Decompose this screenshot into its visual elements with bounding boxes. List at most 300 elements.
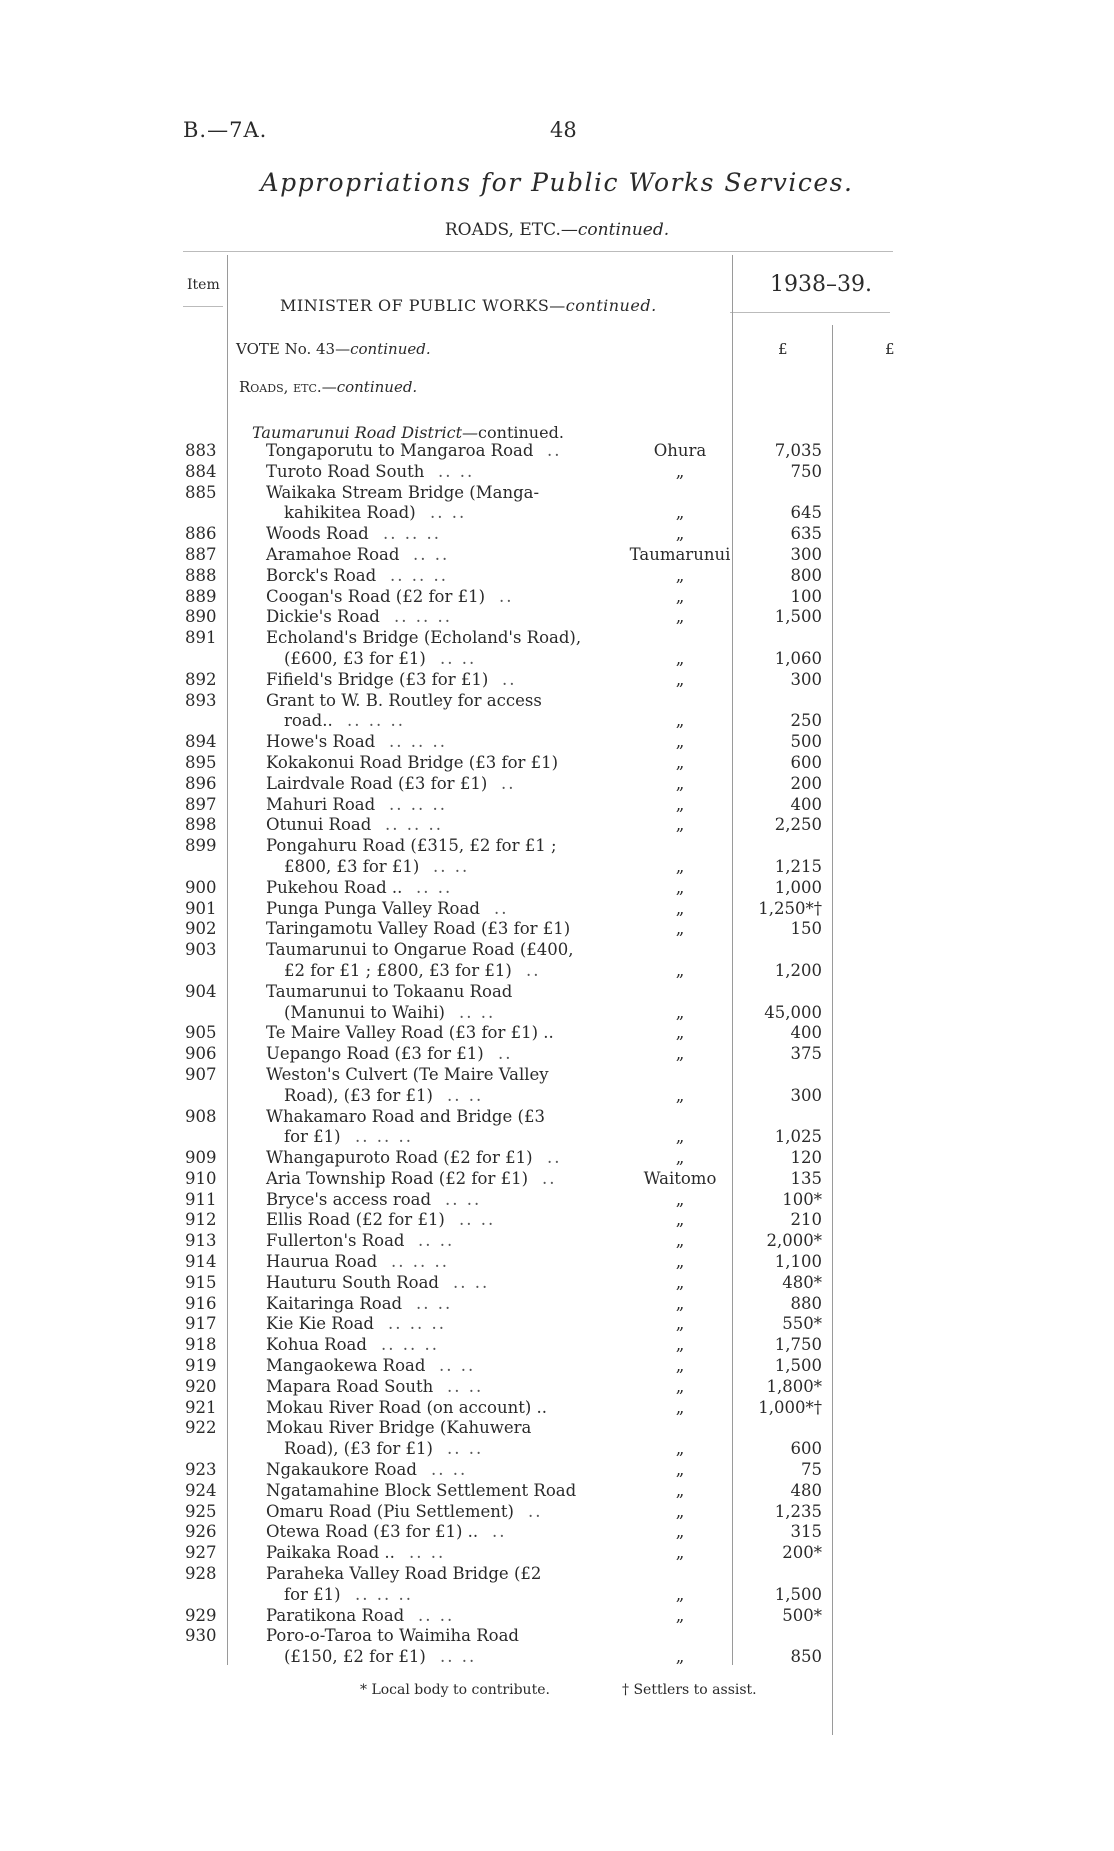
leader-dots: .. bbox=[528, 1501, 543, 1521]
table-row bbox=[0, 1647, 1114, 1668]
table-row bbox=[0, 1522, 1114, 1543]
item-description: for £1) bbox=[284, 1584, 341, 1604]
table-row bbox=[0, 545, 1114, 566]
district-name: „ bbox=[675, 1023, 685, 1043]
district-name: „ bbox=[675, 607, 685, 627]
amount: 635 bbox=[790, 524, 822, 544]
leader-dots: .. .. .. bbox=[347, 711, 405, 731]
leader-dots: .. .. bbox=[409, 1543, 446, 1563]
district-name: „ bbox=[675, 1647, 685, 1667]
amount: 100* bbox=[782, 1189, 822, 1209]
leader-dots: .. .. .. bbox=[381, 1335, 439, 1355]
amount: 500* bbox=[782, 1605, 822, 1625]
item-number: 885 bbox=[185, 482, 217, 502]
amount: 600 bbox=[790, 752, 822, 772]
district-name: „ bbox=[675, 732, 685, 752]
amount: 1,750 bbox=[774, 1335, 822, 1355]
item-number: 904 bbox=[185, 981, 217, 1001]
amount: 375 bbox=[790, 1044, 822, 1064]
item-number: 928 bbox=[185, 1564, 217, 1584]
item-description: Woods Road bbox=[266, 524, 369, 544]
item-number: 892 bbox=[185, 669, 217, 689]
amount: 2,250 bbox=[774, 815, 822, 835]
item-number: 897 bbox=[185, 794, 217, 814]
table-row bbox=[0, 732, 1114, 753]
table-row bbox=[0, 1481, 1114, 1502]
amount: 300 bbox=[790, 669, 822, 689]
amount: 1,250*† bbox=[758, 898, 822, 918]
item-number: 924 bbox=[185, 1480, 217, 1500]
item-description: Uepango Road (£3 for £1) bbox=[266, 1044, 484, 1064]
leader-dots: .. .. bbox=[453, 1272, 490, 1292]
district-heading bbox=[252, 423, 564, 442]
item-number: 903 bbox=[185, 940, 217, 960]
table-row bbox=[0, 670, 1114, 691]
amount: 7,035 bbox=[774, 441, 822, 460]
item-number: 891 bbox=[185, 628, 217, 648]
amount: 45,000 bbox=[764, 1002, 822, 1022]
district-name: „ bbox=[675, 1210, 685, 1230]
amount: 210 bbox=[790, 1210, 822, 1230]
table-row bbox=[0, 1003, 1114, 1024]
table-row bbox=[0, 899, 1114, 920]
year-column-header: 1938–39. bbox=[770, 272, 872, 297]
item-description: Weston's Culvert (Te Maire Valley bbox=[266, 1064, 549, 1084]
amount: 2,000* bbox=[766, 1231, 822, 1251]
item-description: Paikaka Road .. bbox=[266, 1543, 395, 1563]
table-row bbox=[0, 1148, 1114, 1169]
table-row bbox=[0, 524, 1114, 545]
amount: 1,060 bbox=[774, 648, 822, 668]
item-rule bbox=[183, 306, 223, 307]
district-name: „ bbox=[675, 1335, 685, 1355]
district-name: „ bbox=[675, 1376, 685, 1396]
item-description: Road), (£3 for £1) bbox=[284, 1439, 433, 1459]
item-number: 895 bbox=[185, 752, 217, 772]
table-row bbox=[0, 919, 1114, 940]
amount: 1,025 bbox=[774, 1127, 822, 1147]
table-row bbox=[0, 815, 1114, 836]
item-description: for £1) bbox=[284, 1127, 341, 1147]
item-number: 888 bbox=[185, 565, 217, 585]
item-description: Hauturu South Road bbox=[266, 1272, 439, 1292]
district-name: „ bbox=[675, 877, 685, 897]
amount: 500 bbox=[790, 732, 822, 752]
district-name: „ bbox=[675, 565, 685, 585]
item-number: 900 bbox=[185, 877, 217, 897]
amount: 150 bbox=[790, 919, 822, 939]
item-number: 909 bbox=[185, 1148, 217, 1168]
pound-sign-2: £ bbox=[885, 340, 895, 358]
vote-heading bbox=[236, 340, 431, 358]
item-number: 926 bbox=[185, 1522, 217, 1542]
district-name: „ bbox=[675, 648, 685, 668]
item-number: 911 bbox=[185, 1189, 217, 1209]
table-row bbox=[0, 607, 1114, 628]
leader-dots: .. bbox=[501, 773, 516, 793]
district-name: „ bbox=[675, 1272, 685, 1292]
item-description: Otewa Road (£3 for £1) .. bbox=[266, 1522, 479, 1542]
item-description: Ellis Road (£2 for £1) bbox=[266, 1210, 445, 1230]
minister-continued: continued. bbox=[565, 296, 657, 315]
table-row bbox=[0, 1044, 1114, 1065]
item-number: 896 bbox=[185, 773, 217, 793]
table-row bbox=[0, 982, 1114, 1003]
table-row bbox=[0, 462, 1114, 483]
amount: 300 bbox=[790, 1085, 822, 1105]
amount: 1,200 bbox=[774, 960, 822, 980]
item-number: 910 bbox=[185, 1168, 217, 1188]
leader-dots: .. .. bbox=[413, 544, 450, 564]
table-row bbox=[0, 628, 1114, 649]
item-description: kahikitea Road) bbox=[284, 503, 416, 523]
amount: 1,500 bbox=[774, 1584, 822, 1604]
item-number: 894 bbox=[185, 732, 217, 752]
item-number: 905 bbox=[185, 1023, 217, 1043]
item-description: Te Maire Valley Road (£3 for £1) .. bbox=[266, 1023, 554, 1043]
item-description: Fullerton's Road bbox=[266, 1231, 405, 1251]
vote-continued: continued. bbox=[350, 340, 431, 358]
item-description: Mokau River Bridge (Kahuwera bbox=[266, 1418, 532, 1438]
table-row bbox=[0, 1564, 1114, 1585]
table-row bbox=[0, 774, 1114, 795]
item-number: 893 bbox=[185, 690, 217, 710]
table-row bbox=[0, 1231, 1114, 1252]
table-top-rule bbox=[183, 251, 893, 252]
item-description: Ngatamahine Block Settlement Road bbox=[266, 1480, 577, 1500]
item-description: Otunui Road bbox=[266, 815, 372, 835]
item-number: 922 bbox=[185, 1418, 217, 1438]
leader-dots: .. .. .. bbox=[390, 565, 448, 585]
table-row bbox=[0, 1086, 1114, 1107]
district-name: „ bbox=[675, 586, 685, 606]
leader-dots: .. .. .. bbox=[385, 815, 443, 835]
vote-main: VOTE No. 43— bbox=[236, 340, 351, 358]
item-number: 930 bbox=[185, 1626, 217, 1646]
roads-main: Roads, etc.— bbox=[239, 378, 337, 396]
table-row bbox=[0, 878, 1114, 899]
item-description: Tongaporutu to Mangaroa Road bbox=[266, 441, 534, 460]
amount: 880 bbox=[790, 1293, 822, 1313]
item-number: 884 bbox=[185, 461, 217, 481]
table-row bbox=[0, 566, 1114, 587]
item-description: Pukehou Road .. bbox=[266, 877, 403, 897]
district-name: Ohura bbox=[653, 441, 707, 460]
table-row bbox=[0, 1169, 1114, 1190]
item-number: 901 bbox=[185, 898, 217, 918]
item-description: £2 for £1 ; £800, £3 for £1) bbox=[284, 960, 512, 980]
district-name: „ bbox=[675, 794, 685, 814]
leader-dots: .. .. bbox=[447, 1085, 484, 1105]
district-name: Taumarunui bbox=[629, 544, 731, 564]
leader-dots: .. .. bbox=[440, 648, 477, 668]
subtitle-main: ROADS, ETC.— bbox=[444, 220, 578, 240]
district-name: „ bbox=[675, 1501, 685, 1521]
item-number: 916 bbox=[185, 1293, 217, 1313]
leader-dots: .. .. bbox=[438, 461, 475, 481]
amount: 800 bbox=[790, 565, 822, 585]
item-description: Dickie's Road bbox=[266, 607, 380, 627]
item-number: 912 bbox=[185, 1210, 217, 1230]
table-row bbox=[0, 503, 1114, 524]
item-description: Mapara Road South bbox=[266, 1376, 434, 1396]
report-reference: B.—7A. bbox=[183, 118, 268, 142]
district-name: „ bbox=[675, 1522, 685, 1542]
district-name: „ bbox=[675, 1605, 685, 1625]
item-number: 890 bbox=[185, 607, 217, 627]
district-continued: continued. bbox=[478, 423, 564, 442]
item-number: 920 bbox=[185, 1376, 217, 1396]
item-number: 887 bbox=[185, 544, 217, 564]
district-main: Taumarunui Road District— bbox=[252, 423, 479, 442]
table-row bbox=[0, 691, 1114, 712]
item-description: Waikaka Stream Bridge (Manga- bbox=[266, 482, 540, 502]
item-description: Mangaokewa Road bbox=[266, 1356, 426, 1376]
amount: 400 bbox=[790, 794, 822, 814]
leader-dots: .. bbox=[547, 1148, 562, 1168]
item-column-header: Item bbox=[187, 277, 220, 293]
leader-dots: .. .. bbox=[459, 1002, 496, 1022]
item-number: 917 bbox=[185, 1314, 217, 1334]
item-number: 907 bbox=[185, 1064, 217, 1084]
amount: 400 bbox=[790, 1023, 822, 1043]
page-title: Appropriations for Public Works Services. bbox=[260, 168, 854, 197]
item-number: 898 bbox=[185, 815, 217, 835]
table-row bbox=[0, 1127, 1114, 1148]
table-row bbox=[0, 441, 1114, 462]
district-name: „ bbox=[675, 1189, 685, 1209]
table-row bbox=[0, 1543, 1114, 1564]
leader-dots: .. .. bbox=[416, 877, 453, 897]
leader-dots: .. .. .. bbox=[394, 607, 452, 627]
item-description: £800, £3 for £1) bbox=[284, 856, 420, 876]
amount: 120 bbox=[790, 1148, 822, 1168]
amount: 1,235 bbox=[774, 1501, 822, 1521]
district-name: „ bbox=[675, 1439, 685, 1459]
table-row bbox=[0, 1398, 1114, 1419]
amount: 1,800* bbox=[766, 1376, 822, 1396]
table-row bbox=[0, 1023, 1114, 1044]
leader-dots: .. bbox=[492, 1522, 507, 1542]
item-number: 883 bbox=[185, 441, 217, 460]
item-description: Taumarunui to Ongarue Road (£400, bbox=[266, 940, 574, 960]
item-number: 918 bbox=[185, 1335, 217, 1355]
leader-dots: .. bbox=[498, 1044, 513, 1064]
item-description: Paratikona Road bbox=[266, 1605, 405, 1625]
item-description: Haurua Road bbox=[266, 1252, 378, 1272]
item-number: 919 bbox=[185, 1356, 217, 1376]
subtitle-continued: continued. bbox=[577, 220, 670, 240]
table-row bbox=[0, 1314, 1114, 1335]
district-name: „ bbox=[675, 919, 685, 939]
item-description: Ngakaukore Road bbox=[266, 1460, 417, 1480]
leader-dots: .. .. .. bbox=[389, 732, 447, 752]
item-description: Poro-o-Taroa to Waimiha Road bbox=[266, 1626, 519, 1646]
item-description: Kokakonui Road Bridge (£3 for £1) bbox=[266, 752, 559, 772]
district-name: „ bbox=[675, 1293, 685, 1313]
item-description: Grant to W. B. Routley for access bbox=[266, 690, 542, 710]
item-number: 914 bbox=[185, 1252, 217, 1272]
district-name: „ bbox=[675, 1543, 685, 1563]
table-row bbox=[0, 1585, 1114, 1606]
item-description: (Manunui to Waihi) bbox=[284, 1002, 445, 1022]
item-number: 899 bbox=[185, 836, 217, 856]
amount: 75 bbox=[801, 1460, 822, 1480]
leader-dots: .. .. .. bbox=[388, 1314, 446, 1334]
item-number: 902 bbox=[185, 919, 217, 939]
table-row bbox=[0, 836, 1114, 857]
district-name: „ bbox=[675, 669, 685, 689]
amount: 550* bbox=[782, 1314, 822, 1334]
item-description: Paraheka Valley Road Bridge (£2 bbox=[266, 1564, 542, 1584]
leader-dots: .. .. bbox=[431, 1460, 468, 1480]
district-name: „ bbox=[675, 524, 685, 544]
district-name: „ bbox=[675, 1127, 685, 1147]
amount: 645 bbox=[790, 503, 822, 523]
district-name: „ bbox=[675, 1148, 685, 1168]
district-name: „ bbox=[675, 1460, 685, 1480]
minister-main: MINISTER OF PUBLIC WORKS— bbox=[280, 296, 566, 315]
appropriations-table bbox=[0, 441, 1114, 1668]
amount: 200* bbox=[782, 1543, 822, 1563]
item-number: 913 bbox=[185, 1231, 217, 1251]
item-description: Mahuri Road bbox=[266, 794, 376, 814]
leader-dots: .. bbox=[547, 441, 562, 460]
item-number: 921 bbox=[185, 1397, 217, 1417]
item-description: (£600, £3 for £1) bbox=[284, 648, 426, 668]
item-number: 927 bbox=[185, 1543, 217, 1563]
item-description: Fifield's Bridge (£3 for £1) bbox=[266, 669, 489, 689]
district-name: „ bbox=[675, 1002, 685, 1022]
amount: 135 bbox=[790, 1168, 822, 1188]
item-description: Kie Kie Road bbox=[266, 1314, 374, 1334]
item-description: Bryce's access road bbox=[266, 1189, 432, 1209]
table-row bbox=[0, 1356, 1114, 1377]
amount: 1,100 bbox=[774, 1252, 822, 1272]
amount: 200 bbox=[790, 773, 822, 793]
item-description: Taringamotu Valley Road (£3 for £1) bbox=[266, 919, 571, 939]
leader-dots: .. .. bbox=[418, 1605, 455, 1625]
item-description: Omaru Road (Piu Settlement) bbox=[266, 1501, 514, 1521]
item-description: Howe's Road bbox=[266, 732, 376, 752]
table-row bbox=[0, 1377, 1114, 1398]
item-number: 925 bbox=[185, 1501, 217, 1521]
table-row bbox=[0, 1252, 1114, 1273]
table-row bbox=[0, 1502, 1114, 1523]
amount: 600 bbox=[790, 1439, 822, 1459]
amount: 750 bbox=[790, 461, 822, 481]
item-description: Whangapuroto Road (£2 for £1) bbox=[266, 1148, 533, 1168]
table-row bbox=[0, 1418, 1114, 1439]
table-row bbox=[0, 1460, 1114, 1481]
district-name: „ bbox=[675, 773, 685, 793]
item-description: (£150, £2 for £1) bbox=[284, 1647, 426, 1667]
leader-dots: .. .. bbox=[447, 1439, 484, 1459]
district-name: „ bbox=[675, 856, 685, 876]
district-name: „ bbox=[675, 503, 685, 523]
table-row bbox=[0, 587, 1114, 608]
table-row bbox=[0, 940, 1114, 961]
leader-dots: .. .. .. bbox=[383, 524, 441, 544]
district-name: „ bbox=[675, 461, 685, 481]
table-row bbox=[0, 1065, 1114, 1086]
table-row bbox=[0, 1107, 1114, 1128]
district-name: „ bbox=[675, 960, 685, 980]
pound-sign-1: £ bbox=[778, 340, 788, 358]
table-row bbox=[0, 795, 1114, 816]
leader-dots: .. .. bbox=[433, 856, 470, 876]
item-description: Road), (£3 for £1) bbox=[284, 1085, 433, 1105]
item-number: 886 bbox=[185, 524, 217, 544]
district-name: Waitomo bbox=[643, 1168, 717, 1188]
amount: 1,500 bbox=[774, 1356, 822, 1376]
district-name: „ bbox=[675, 711, 685, 731]
item-description: Kohua Road bbox=[266, 1335, 367, 1355]
leader-dots: .. bbox=[526, 960, 541, 980]
table-row bbox=[0, 1210, 1114, 1231]
item-description: Pongahuru Road (£315, £2 for £1 ; bbox=[266, 836, 557, 856]
item-description: Kaitaringa Road bbox=[266, 1293, 403, 1313]
leader-dots: .. .. bbox=[440, 1647, 477, 1667]
amount: 1,500 bbox=[774, 607, 822, 627]
amount: 315 bbox=[790, 1522, 822, 1542]
roads-heading bbox=[239, 378, 417, 396]
item-description: Echoland's Bridge (Echoland's Road), bbox=[266, 628, 582, 648]
amount: 250 bbox=[790, 711, 822, 731]
item-description: Punga Punga Valley Road bbox=[266, 898, 480, 918]
district-name: „ bbox=[675, 1314, 685, 1334]
item-description: Aramahoe Road bbox=[266, 544, 400, 564]
district-name: „ bbox=[675, 1356, 685, 1376]
item-number: 929 bbox=[185, 1605, 217, 1625]
table-row bbox=[0, 1294, 1114, 1315]
page-number: 48 bbox=[550, 118, 577, 142]
district-name: „ bbox=[675, 1085, 685, 1105]
district-name: „ bbox=[675, 752, 685, 772]
amount: 1,215 bbox=[774, 856, 822, 876]
leader-dots: .. .. bbox=[418, 1231, 455, 1251]
leader-dots: .. .. bbox=[447, 1376, 484, 1396]
item-number: 923 bbox=[185, 1460, 217, 1480]
amount: 1,000*† bbox=[758, 1397, 822, 1417]
leader-dots: .. .. bbox=[445, 1189, 482, 1209]
amount: 300 bbox=[790, 544, 822, 564]
leader-dots: .. .. .. bbox=[355, 1127, 413, 1147]
item-description: Mokau River Road (on account) .. bbox=[266, 1397, 548, 1417]
roads-continued: continued. bbox=[336, 378, 418, 396]
table-row bbox=[0, 1626, 1114, 1647]
item-description: Lairdvale Road (£3 for £1) bbox=[266, 773, 488, 793]
table-row bbox=[0, 649, 1114, 670]
amount: 480* bbox=[782, 1272, 822, 1292]
district-name: „ bbox=[675, 1044, 685, 1064]
leader-dots: .. .. .. bbox=[391, 1252, 449, 1272]
item-number: 906 bbox=[185, 1044, 217, 1064]
table-row bbox=[0, 711, 1114, 732]
district-name: „ bbox=[675, 1397, 685, 1417]
leader-dots: .. .. bbox=[439, 1356, 476, 1376]
district-name: „ bbox=[675, 815, 685, 835]
district-name: „ bbox=[675, 1231, 685, 1251]
item-description: Whakamaro Road and Bridge (£3 bbox=[266, 1106, 545, 1126]
amount: 480 bbox=[790, 1480, 822, 1500]
leader-dots: .. .. .. bbox=[389, 794, 447, 814]
amount: 850 bbox=[790, 1647, 822, 1667]
table-row bbox=[0, 1335, 1114, 1356]
item-number: 908 bbox=[185, 1106, 217, 1126]
item-description: Coogan's Road (£2 for £1) bbox=[266, 586, 486, 606]
item-description: road.. bbox=[284, 711, 333, 731]
